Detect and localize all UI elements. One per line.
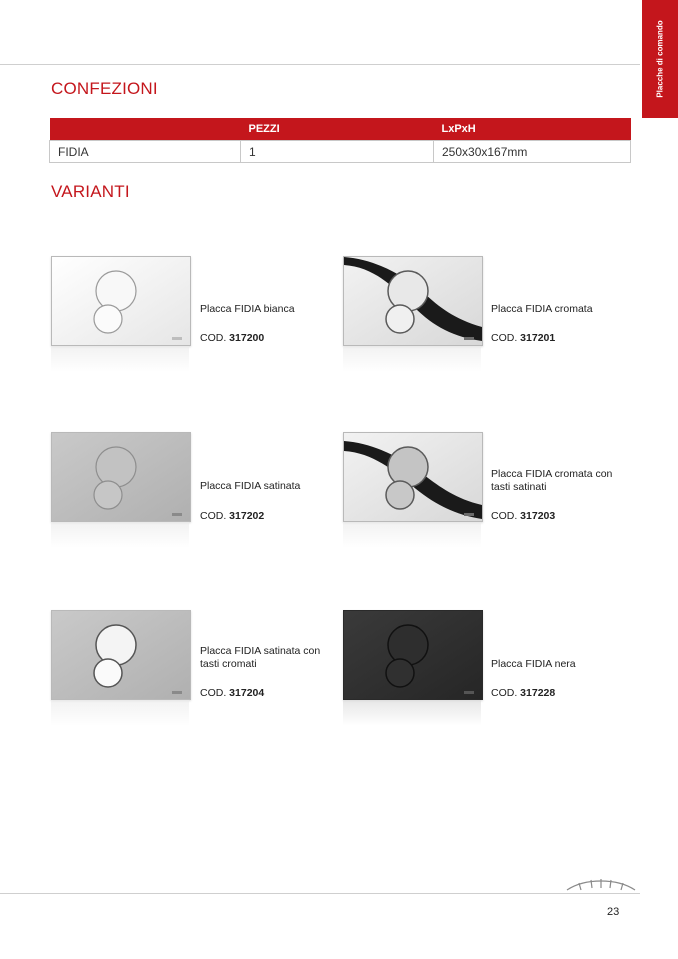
table-cell-model: FIDIA bbox=[50, 141, 241, 163]
variant-code bbox=[491, 332, 555, 344]
code-prefix: COD. bbox=[200, 510, 227, 522]
page-number: 23 bbox=[607, 906, 620, 918]
packaging-title: CONFEZIONI bbox=[51, 79, 158, 98]
code-prefix: COD. bbox=[200, 332, 227, 344]
variant-code bbox=[200, 332, 264, 344]
bottom-divider bbox=[0, 893, 640, 894]
variant-name: Placca FIDIA satinata bbox=[200, 480, 301, 492]
packaging-table bbox=[49, 118, 631, 163]
plate-chrome-image bbox=[343, 256, 483, 346]
code-number: 317200 bbox=[229, 332, 265, 344]
code-number: 317228 bbox=[520, 687, 556, 699]
table-header-row bbox=[50, 118, 631, 141]
side-tab-label: Placche di comando bbox=[655, 20, 665, 98]
table-header-cell: PEZZI bbox=[241, 118, 434, 141]
table-header-cell bbox=[50, 118, 241, 141]
variant-name: Placca FIDIA cromata con tasti satinati bbox=[491, 468, 613, 493]
variant-code bbox=[200, 510, 264, 522]
variant-name: Placca FIDIA cromata bbox=[491, 303, 593, 315]
code-number: 317201 bbox=[520, 332, 556, 344]
code-prefix: COD. bbox=[200, 687, 227, 699]
code-number: 317204 bbox=[229, 687, 265, 699]
table-cell-dimensions: 250x30x167mm bbox=[434, 141, 631, 163]
code-prefix: COD. bbox=[491, 332, 518, 344]
variant-name: Placca FIDIA bianca bbox=[200, 303, 295, 315]
plate-white-image bbox=[51, 256, 191, 346]
code-number: 317203 bbox=[520, 510, 556, 522]
variant-name: Placca FIDIA nera bbox=[491, 658, 576, 670]
top-divider bbox=[0, 64, 640, 65]
variant-code bbox=[491, 687, 555, 699]
code-prefix: COD. bbox=[491, 687, 518, 699]
variant-name: Placca FIDIA satinata con tasti cromati bbox=[200, 645, 321, 670]
side-tab bbox=[642, 0, 678, 118]
plate-satin-image bbox=[51, 432, 191, 522]
plate-satin-chrome-image bbox=[51, 610, 191, 700]
bridge-logo-icon bbox=[565, 876, 637, 897]
plate-black-image bbox=[343, 610, 483, 700]
variant-code bbox=[491, 510, 555, 522]
variants-title: VARIANTI bbox=[51, 182, 130, 201]
table-row bbox=[50, 141, 631, 163]
table-cell-pieces: 1 bbox=[241, 141, 434, 163]
variant-code bbox=[200, 687, 264, 699]
plate-chrome-satin-image bbox=[343, 432, 483, 522]
table-header-cell: LxPxH bbox=[434, 118, 631, 141]
code-number: 317202 bbox=[229, 510, 265, 522]
code-prefix: COD. bbox=[491, 510, 518, 522]
